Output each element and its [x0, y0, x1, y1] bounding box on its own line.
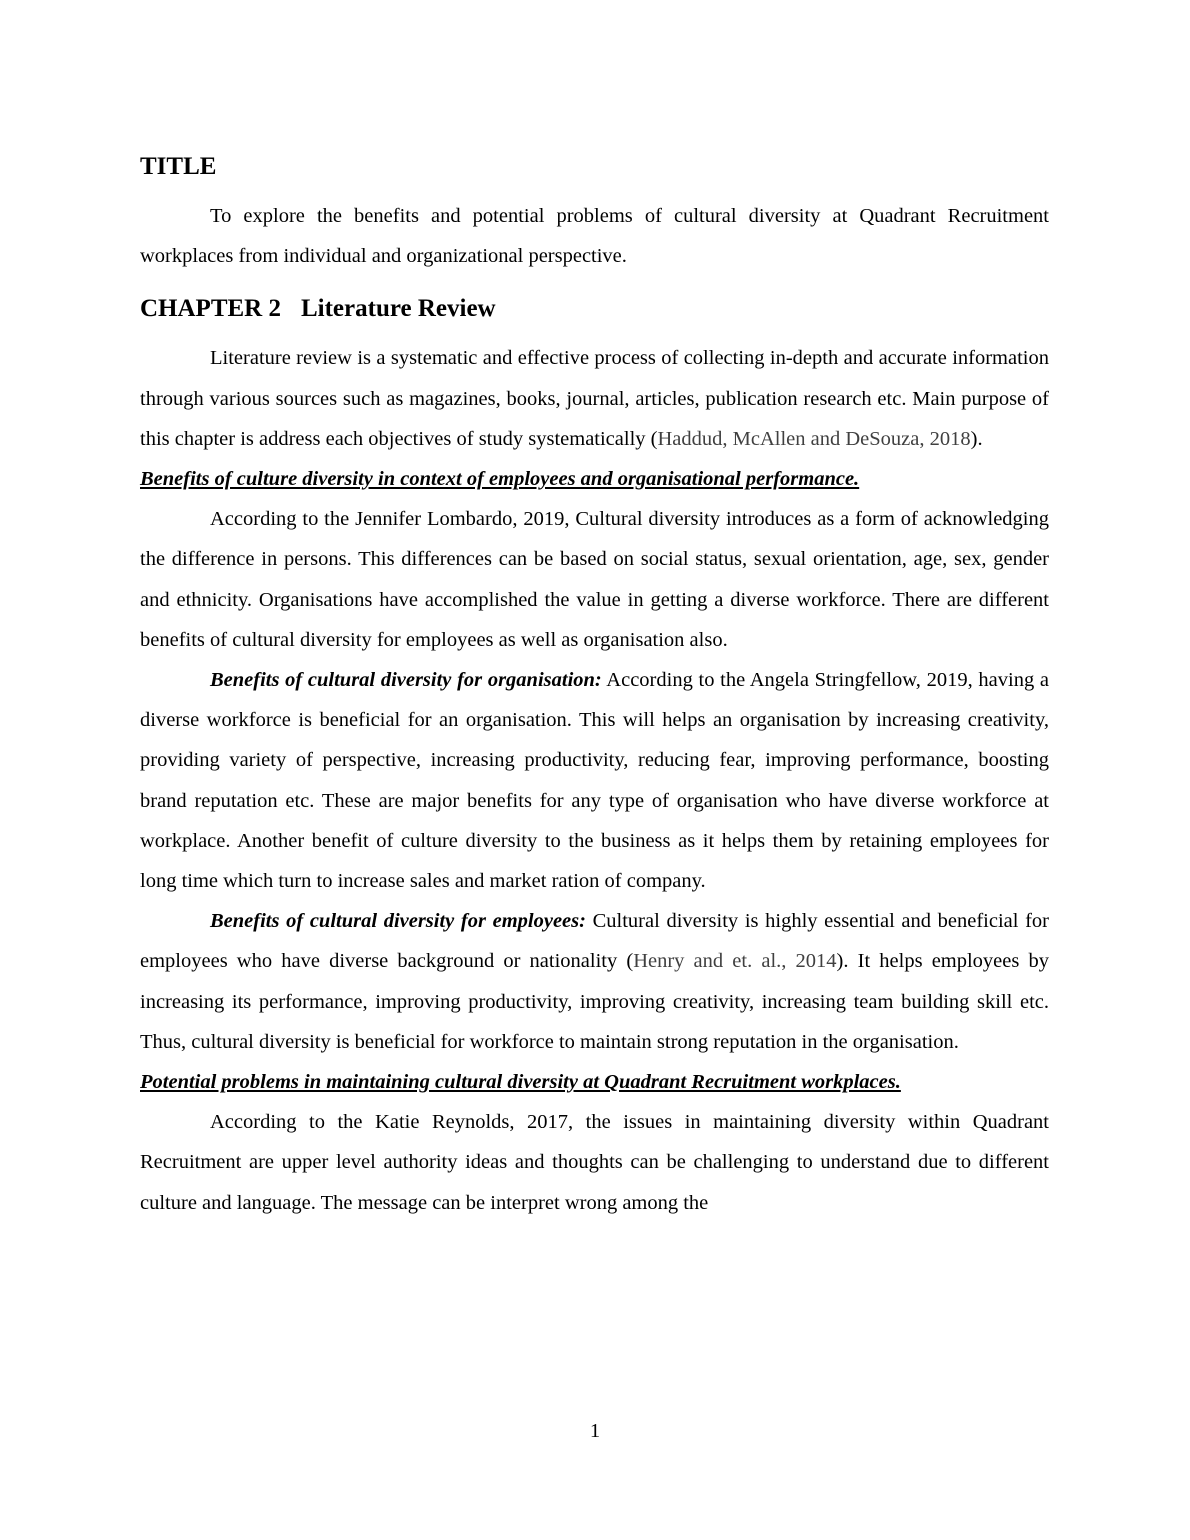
- page-number: 1: [589, 1420, 601, 1442]
- title-text: To explore the benefits and potential problems of cultural diversity at Quadrant Recruitment workplaces from individual and organizational perspective.: [140, 205, 1049, 268]
- page-content: [140, 150, 1049, 1223]
- section2-paragraph-1: According to the Katie Reynolds, 2017, the issues in maintaining diversity within Quadrant Recruitment are upper level authority ideas and thoughts can be challenging to understand due to different culture and language. The message can be interpret wrong among the: [140, 1111, 1049, 1214]
- employee-benefits-citation: Henry and et. al., 2014: [633, 950, 837, 973]
- intro-text: Literature review is a systematic and effective process of collecting in-depth and accurate information through various sources such as magazines, books, journal, articles, publication research etc. Main purpose of this chapter is address each objectives of study systematically (: [140, 347, 1049, 450]
- chapter-number: CHAPTER 2: [140, 295, 281, 323]
- title-heading: TITLE: [140, 153, 217, 180]
- intro-paragraph: [140, 338, 1049, 459]
- organisation-benefits-lead: Benefits of cultural diversity for organisation:: [210, 669, 602, 692]
- intro-text-end: ).: [970, 427, 983, 450]
- section1-heading: Benefits of culture diversity in context of employees and organisational performance.: [140, 468, 860, 491]
- intro-citation: Haddud, McAllen and DeSouza, 2018: [657, 427, 971, 450]
- employee-benefits-text-b: ). It helps employees by increasing its performance, improving productivity, improving creativity, increasing team building skill etc. Thus, cultural diversity is beneficial for workforce to maintain strong reputation in the organisation.: [140, 950, 1049, 1053]
- chapter-name: Literature Review: [300, 295, 496, 323]
- section1-paragraph-3: [140, 901, 1049, 1062]
- section1-paragraph-1: According to the Jennifer Lombardo, 2019, Cultural diversity introduces as a form of acknowledging the difference in persons. This differences can be based on social status, sexual orientation, age, sex, gender and ethnicity. Organisations have accomplished the value in getting a diverse workforce. There are different benefits of cultural diversity for employees as well as organisation also.: [140, 508, 1049, 651]
- chapter-heading: [140, 292, 1049, 326]
- organisation-benefits-text: According to the Angela Stringfellow, 2019, having a diverse workforce is beneficial for an organisation. This will helps an organisation by increasing creativity, providing variety of perspective, increasing productivity, reducing fear, improving performance, boosting brand reputation etc. These are major benefits for any type of organisation who have diverse workforce at workplace. Another benefit of culture diversity to the business as it helps them by retaining employees for long time which turn to increase sales and market ration of company.: [140, 669, 1049, 893]
- section1-paragraph-2: [140, 660, 1049, 901]
- employee-benefits-text-a: Cultural diversity is highly essential and beneficial for employees who have diverse background or nationality (: [140, 910, 1050, 973]
- employee-benefits-lead: Benefits of cultural diversity for employees:: [210, 910, 586, 933]
- section2-heading: Potential problems in maintaining cultural diversity at Quadrant Recruitment workplaces.: [140, 1071, 901, 1094]
